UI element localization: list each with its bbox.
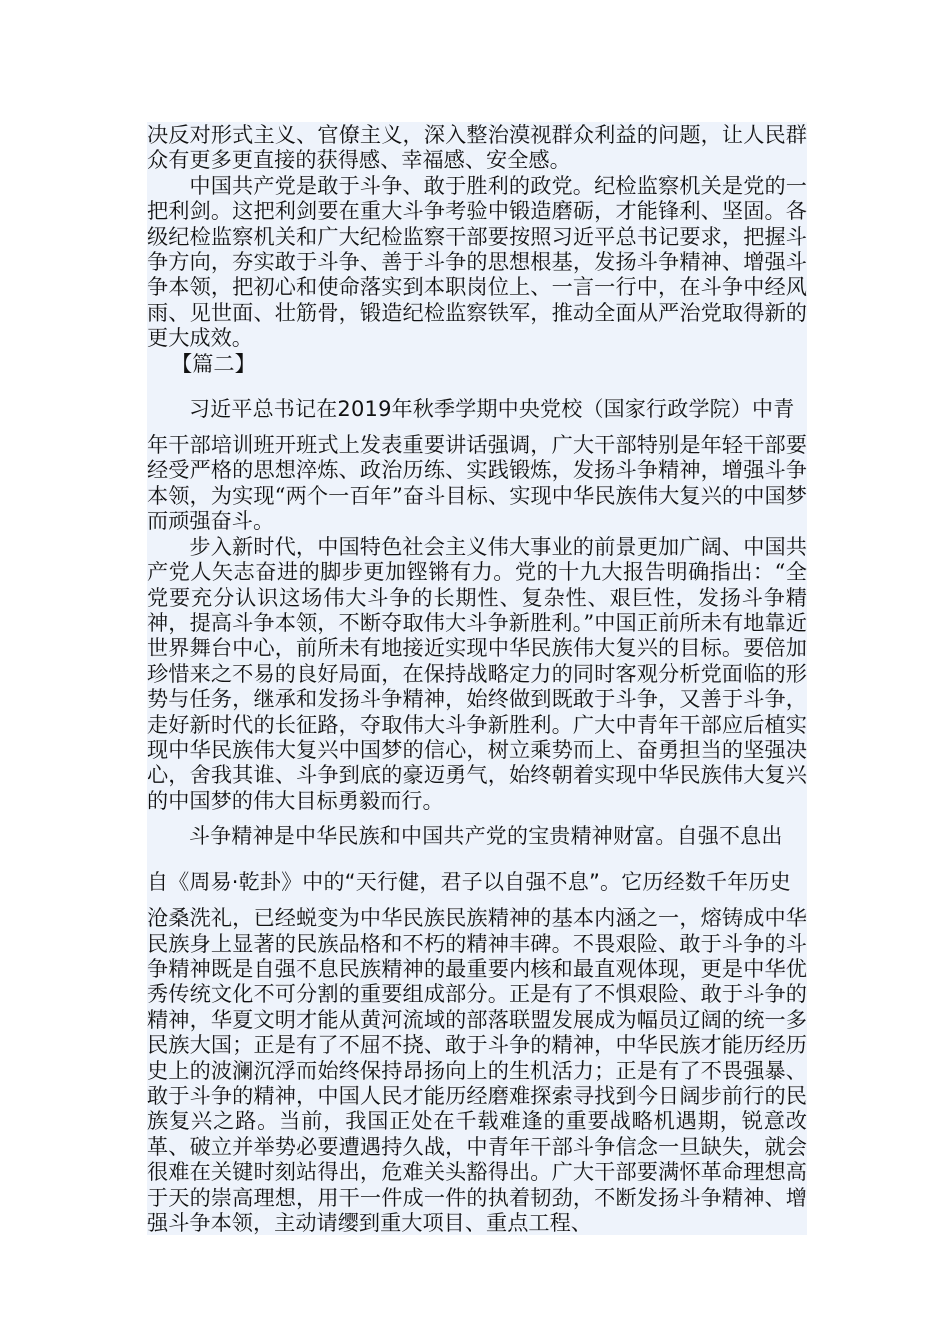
section-two-paragraph-3-line-1: 斗争精神是中华民族和中国共产党的宝贵精神财富。自强不息出 bbox=[189, 824, 783, 849]
section-two-paragraph-3-line-2: 自《周易·乾卦》中的“天行健，君子以自强不息”。它历经数千年历史 bbox=[147, 870, 791, 895]
section-two-lead-line-2: 年干部培训班开班式上发表重要讲话强调，广大干部特别是年轻干部要经受严格的思想淬炼、政治历练、实践锻炼，发扬斗争精神，增强斗争本领，为实现“两个一百年”奋斗目标、实现中华民族伟大复兴的中国梦而顽强奋斗。 bbox=[147, 432, 807, 534]
section-two-paragraph-2: 步入新时代，中国特色社会主义伟大事业的前景更加广阔、中国共产党人矢志奋进的脚步更加铿锵有力。党的十九大报告明确指出：“全党要充分认识这场伟大斗争的长期性、复杂性、艰巨性，发扬斗争精神，提高斗争本领，不断夺取伟大斗争新胜利。”中国正前所未有地靠近世界舞台中心，前所未有地接近实现中华民族伟大复兴的目标。要倍加珍惜来之不易的良好局面，在保持战略定力的同时客观分析党面临的形势与任务，继承和发扬斗争精神，始终做到既敢于斗争，又善于斗争，走好新时代的长征路，夺取伟大斗争新胜利。广大中青年干部应后植实现中华民族伟大复兴中国梦的信心，树立乘势而上、奋勇担当的坚强决心，舍我其谁、斗争到底的豪迈勇气，始终朝着实现中华民族伟大复兴的中国梦的伟大目标勇毅而行。 bbox=[147, 533, 807, 813]
document-body bbox=[147, 122, 807, 1235]
paragraph-2: 中国共产党是敢于斗争、敢于胜利的政党。纪检监察机关是党的一把利剑。这把利剑要在重大斗争考验中锻造磨砺，才能锋利、坚固。各级纪检监察机关和广大纪检监察干部要按照习近平总书记要求，把握斗争方向，夯实敢于斗争、善于斗争的思想根基，发扬斗争精神、增强斗争本领，把初心和使命落实到本职岗位上、一言一行中，在斗争中经风雨、见世面、壮筋骨，锻造纪检监察铁军，推动全面从严治党取得新的更大成效。 bbox=[147, 172, 807, 351]
section-title: 【篇二】 bbox=[171, 350, 256, 376]
section-two-paragraph-3-rest: 沧桑洗礼，已经蜕变为中华民族民族精神的基本内涵之一，熔铸成中华民族身上显著的民族品格和不朽的精神丰碑。不畏艰险、敢于斗争的斗争精神既是自强不息民族精神的最重要内核和最直观体现，更是中华优秀传统文化不可分割的重要组成部分。正是有了不惧艰险、敢于斗争的精神，华夏文明才能从黄河流域的部落联盟发展成为幅员辽阔的统一多民族大国；正是有了不屈不挠、敢于斗争的精神，中华民族才能历经历史上的波澜沉浮而始终保持昂扬向上的生机活力；正是有了不畏强暴、敢于斗争的精神，中国人民才能历经磨难探索寻找到今日阔步前行的民族复兴之路。当前，我国正处在千载难逢的重要战略机遇期，锐意改革、破立并举势必要遭遇持久战，中青年干部斗争信念一旦缺失，就会很难在关键时刻站得出，危难关头豁得出。广大干部要满怀革命理想高于天的崇高理想，用干一件成一件的执着韧劲，不断发扬斗争精神、增强斗争本领，主动请缨到重大项目、重点工程、 bbox=[147, 905, 807, 1236]
section-two-lead-line-1: 习近平总书记在2019年秋季学期中央党校（国家行政学院）中青 bbox=[189, 397, 795, 422]
paragraph-1: 决反对形式主义、官僚主义，深入整治漠视群众利益的问题，让人民群众有更多更直接的获得感、幸福感、安全感。 bbox=[147, 122, 807, 173]
